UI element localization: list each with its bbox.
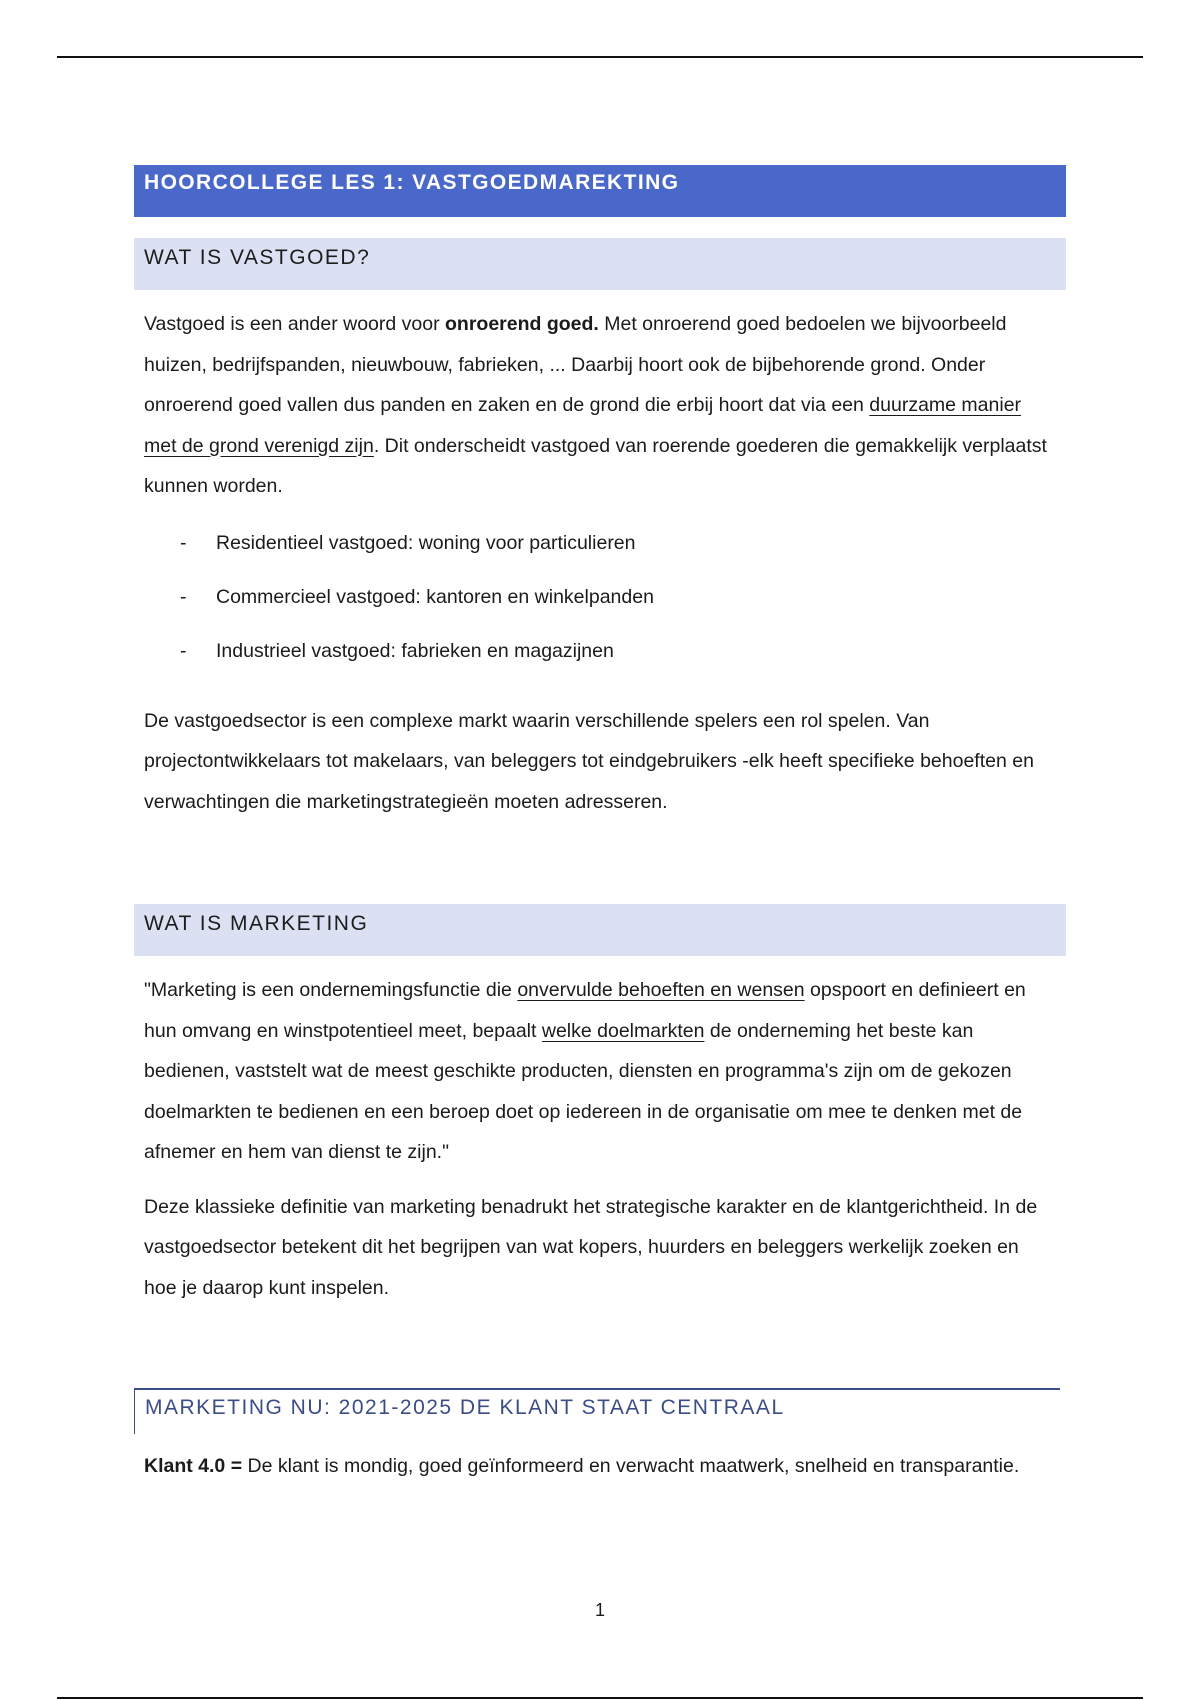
- list-item-text: Commercieel vastgoed: kantoren en winkelpanden: [216, 585, 654, 608]
- underlined-phrase: duurzame manier met de grond verenigd zijn: [144, 394, 1022, 457]
- dash-bullet: -: [180, 585, 187, 608]
- underlined-phrase: onvervulde behoeften en wensen: [517, 979, 805, 1001]
- underlined-phrase: welke doelmarkten: [541, 1019, 705, 1042]
- list-item: [134, 577, 1066, 631]
- section-heading-vastgoed: WAT IS VASTGOED?: [134, 238, 1066, 290]
- bold-term: onroerend goed.: [445, 313, 599, 335]
- section-heading-marketing-nu: MARKETING NU: 2021-2025 DE KLANT STAAT CENTRAAL: [134, 1388, 1066, 1434]
- page-number: 1: [594, 1600, 605, 1620]
- text-run: "Marketing is een ondernemingsfunctie die: [144, 979, 518, 1001]
- text-run: Met onroerend goed bedoelen we bijvoorbeeld huizen, bedrijfspanden, nieuwbouw, fabrieken, ... Daarbij hoort ook de bijbehorende grond. Onder onroerend goed vallen dus panden en zaken en de grond die erbij hoort dat via een: [144, 313, 1007, 416]
- document-body: [134, 165, 1066, 1487]
- paragraph-vastgoedsector: De vastgoedsector is een complexe markt waarin verschillende spelers een rol spelen. Van projectontwikkelaars tot makelaars, van beleggers tot eindgebruikers -elk heeft specifieke behoeften en verwachtingen die marketingstrategieën moeten adresseren.: [144, 709, 1034, 813]
- paragraph-vastgoed-definition: [134, 304, 1066, 507]
- section-heading-marketing: WAT IS MARKETING: [134, 904, 1066, 956]
- vastgoed-types-list: [134, 523, 1066, 685]
- list-item: [134, 631, 1066, 685]
- dash-bullet: -: [180, 639, 187, 662]
- paragraph-klant-4: [134, 1446, 1066, 1487]
- text-run: opspoort en definieert en hun omvang en winstpotentieel meet, bepaalt: [144, 979, 1026, 1042]
- list-item-text: Industrieel vastgoed: fabrieken en magazijnen: [216, 639, 614, 662]
- top-rule: [57, 56, 1143, 58]
- bold-term: Klant 4.0 =: [144, 1455, 243, 1477]
- dash-bullet: -: [180, 531, 187, 554]
- paragraph-marketing-quote: [134, 970, 1066, 1173]
- paragraph-marketing-explanation: Deze klassieke definitie van marketing benadrukt het strategische karakter en de klantgerichtheid. In de vastgoedsector betekent dit het begrijpen van wat kopers, huurders en beleggers werkelijk zoeken en hoe je daarop kunt inspelen.: [144, 1195, 1038, 1299]
- text-run: De klant is mondig, goed geïnformeerd en verwacht maatwerk, snelheid en transparantie.: [242, 1455, 1020, 1477]
- list-item: [134, 523, 1066, 577]
- text-run: de onderneming het beste kan bedienen, vaststelt wat de meest geschikte producten, diensten en programma's zijn om de gekozen doelmarkten te bedienen en een beroep doet op iedereen in de organisatie om mee te denken met de afnemer en hem van dienst te zijn.": [144, 1019, 1023, 1163]
- bottom-rule: [57, 1697, 1143, 1699]
- main-heading: HOORCOLLEGE LES 1: VASTGOEDMAREKTING: [134, 165, 1066, 217]
- text-run: . Dit onderscheidt vastgoed van roerende goederen die gemakkelijk verplaatst kunnen worden.: [144, 434, 1047, 497]
- text-run: Vastgoed is een ander woord voor: [144, 313, 445, 335]
- list-item-text: Residentieel vastgoed: woning voor particulieren: [216, 531, 636, 554]
